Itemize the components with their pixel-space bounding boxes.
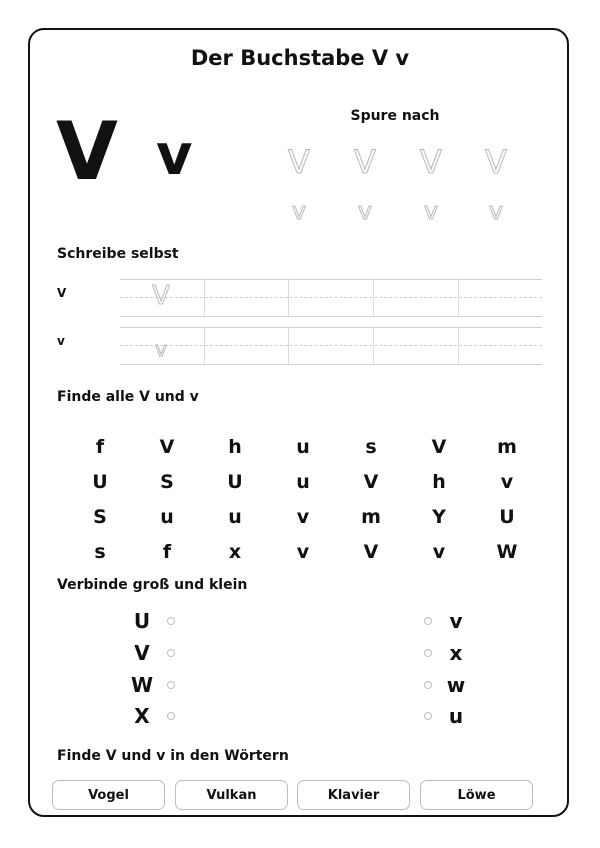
grid-letter[interactable]: m [361, 506, 381, 528]
grid-letter[interactable]: U [92, 471, 108, 493]
trace-lowercase-letter: v [357, 197, 373, 225]
grid-letter[interactable]: m [497, 436, 517, 458]
write-sample-letter: V [152, 281, 170, 311]
big-lowercase-letter: v [156, 123, 193, 188]
word-button-vulkan[interactable]: Vulkan [175, 780, 288, 810]
trace-uppercase-letter: V [485, 143, 507, 181]
grid-letter[interactable]: h [432, 471, 446, 493]
match-left-letter: U [133, 609, 151, 633]
grid-letter[interactable]: U [499, 506, 515, 528]
grid-letter[interactable]: u [160, 506, 174, 528]
grid-letter[interactable]: V [363, 471, 379, 493]
grid-letter[interactable]: S [93, 506, 107, 528]
writing-baseline [120, 364, 542, 365]
write-sample-letter: v [155, 337, 167, 361]
writing-box-divider [204, 279, 205, 316]
word-button-loewe[interactable]: Löwe [420, 780, 533, 810]
writing-box-divider [204, 327, 205, 364]
grid-letter[interactable]: S [160, 471, 174, 493]
match-right-letter: x [449, 641, 463, 665]
left-connect-dot[interactable] [167, 649, 175, 657]
page-title: Der Buchstabe V v [190, 46, 410, 70]
left-connect-dot[interactable] [167, 712, 175, 720]
writing-box-divider [458, 327, 459, 364]
writing-midline [120, 345, 542, 346]
writing-line [120, 327, 542, 328]
trace-heading: Spure nach [350, 108, 440, 124]
grid-letter[interactable]: v [296, 541, 310, 563]
grid-letter[interactable]: f [95, 436, 105, 458]
match-heading: Verbinde groß und klein [57, 577, 248, 593]
grid-letter[interactable]: Y [432, 506, 446, 528]
grid-letter[interactable]: u [228, 506, 242, 528]
match-right-letter: v [449, 609, 463, 633]
trace-lowercase-letter: v [488, 197, 504, 225]
grid-letter[interactable]: V [431, 436, 447, 458]
find-heading: Finde alle V und v [57, 389, 199, 405]
right-connect-dot[interactable] [424, 712, 432, 720]
writing-box-divider [288, 279, 289, 316]
trace-lowercase-letter: v [291, 197, 307, 225]
grid-letter[interactable]: v [432, 541, 446, 563]
writing-line [120, 279, 542, 280]
right-connect-dot[interactable] [424, 681, 432, 689]
right-connect-dot[interactable] [424, 617, 432, 625]
trace-uppercase-letter: V [420, 143, 442, 181]
left-connect-dot[interactable] [167, 681, 175, 689]
write-heading: Schreibe selbst [57, 246, 179, 262]
grid-letter[interactable]: V [363, 541, 379, 563]
grid-letter[interactable]: v [500, 471, 514, 493]
words-heading: Finde V und v in den Wörtern [57, 748, 289, 764]
grid-letter[interactable]: W [496, 541, 518, 563]
writing-box-divider [458, 279, 459, 316]
match-left-letter: X [134, 704, 150, 728]
write-row-label: V [57, 286, 67, 300]
grid-letter[interactable]: s [365, 436, 377, 458]
grid-letter[interactable]: v [296, 506, 310, 528]
grid-letter[interactable]: U [227, 471, 243, 493]
match-right-letter: w [446, 673, 466, 697]
grid-letter[interactable]: u [296, 471, 310, 493]
match-left-letter: W [130, 673, 154, 697]
writing-midline [120, 297, 542, 298]
grid-letter[interactable]: s [94, 541, 106, 563]
grid-letter[interactable]: V [159, 436, 175, 458]
left-connect-dot[interactable] [167, 617, 175, 625]
write-row-label: v [57, 334, 65, 348]
grid-letter[interactable]: f [162, 541, 172, 563]
grid-letter[interactable]: u [296, 436, 310, 458]
word-button-klavier[interactable]: Klavier [297, 780, 410, 810]
right-connect-dot[interactable] [424, 649, 432, 657]
match-right-letter: u [448, 704, 464, 728]
grid-letter[interactable]: h [228, 436, 242, 458]
writing-box-divider [288, 327, 289, 364]
word-button-vogel[interactable]: Vogel [52, 780, 165, 810]
trace-lowercase-letter: v [423, 197, 439, 225]
big-uppercase-letter: V [56, 105, 118, 198]
match-left-letter: V [134, 641, 150, 665]
trace-uppercase-letter: V [288, 143, 310, 181]
trace-uppercase-letter: V [354, 143, 376, 181]
writing-box-divider [373, 279, 374, 316]
writing-box-divider [373, 327, 374, 364]
writing-baseline [120, 316, 542, 317]
grid-letter[interactable]: x [228, 541, 242, 563]
